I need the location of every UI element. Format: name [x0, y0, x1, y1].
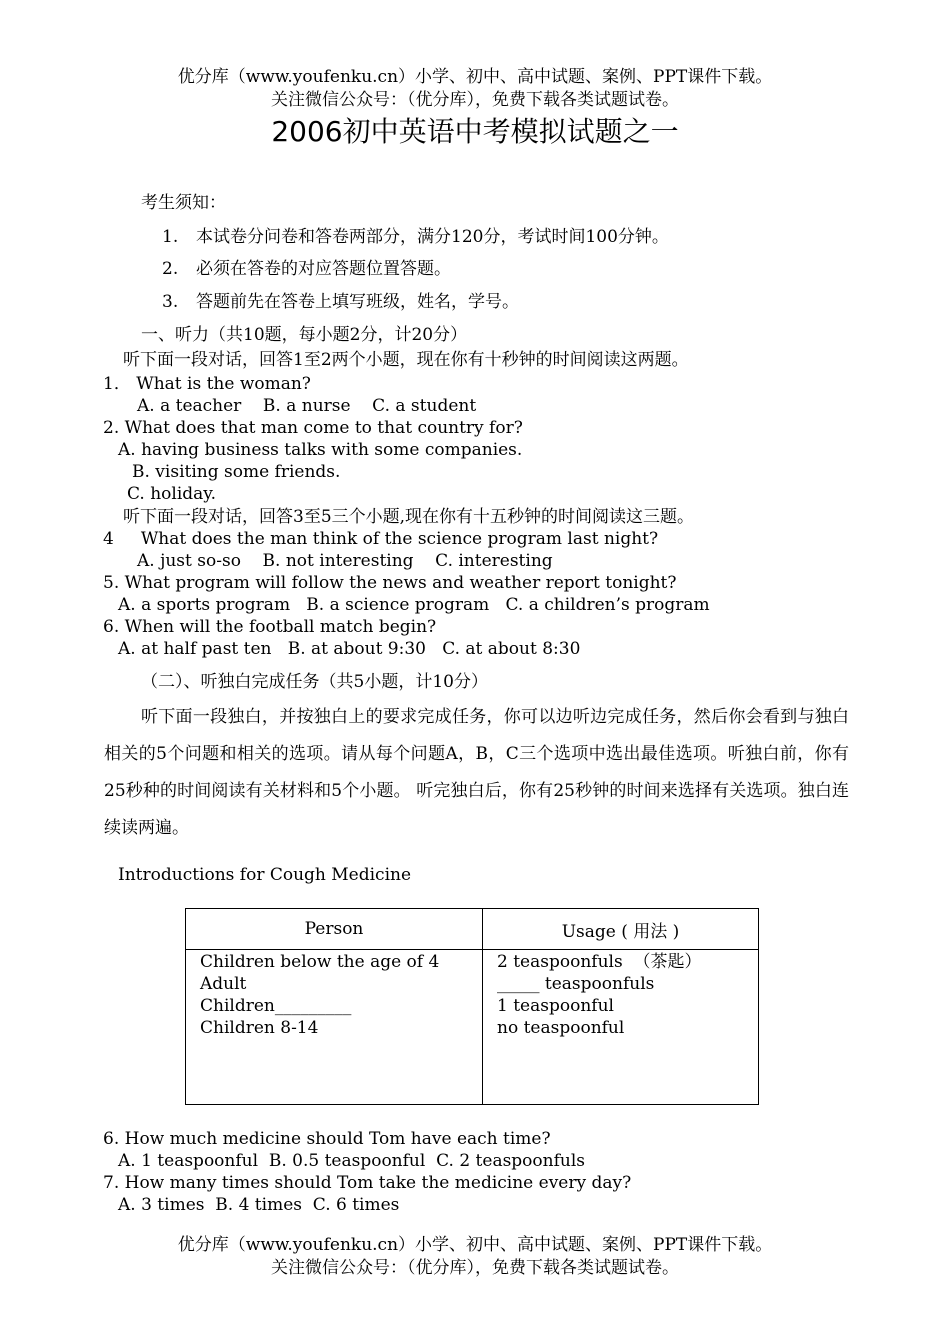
- medicine-table: [185, 908, 759, 1105]
- column-header-usage: Usage ( 用法 ): [483, 909, 759, 950]
- usage-cell: [483, 950, 759, 1105]
- question-2-option-c: C. holiday.: [127, 484, 217, 504]
- notice-item-num: 2.: [162, 259, 179, 279]
- page-title: 2006初中英语中考模拟试题之一: [271, 115, 679, 148]
- question-6: 6. When will the football match begin?: [103, 617, 437, 637]
- notice-item-text: 必须在答卷的对应答题位置答题。: [196, 259, 451, 279]
- footer-line-1: 优分库（www.youfenku.cn）小学、初中、高中试题、案例、PPT课件下载。: [177, 1235, 773, 1255]
- question-7-options: A. 3 times B. 4 times C. 6 times: [118, 1195, 400, 1215]
- notice-item-text: 本试卷分问卷和答卷两部分，满分120分，考试时间100分钟。: [196, 227, 669, 247]
- question-5-options: A. a sports program B. a science program C. a children’s program: [118, 595, 710, 615]
- section1-instruction-2: 听下面一段对话，回答3至5三个小题,现在你有十五秒钟的时间阅读这三题。: [123, 507, 695, 527]
- question-4-options: A. just so-so B. not interesting C. interesting: [137, 551, 553, 571]
- header-line-2: 关注微信公众号：（优分库），免费下载各类试题试卷。: [271, 90, 679, 110]
- person-row: Children 8-14: [200, 1018, 319, 1038]
- table-title: Introductions for Cough Medicine: [118, 865, 412, 885]
- question-1-options: A. a teacher B. a nurse C. a student: [137, 396, 477, 416]
- section2-heading: （二）、听独白完成任务（共5小题，计10分）: [141, 672, 488, 692]
- section2-paragraph: 听下面一段独白，并按独白上的要求完成任务，你可以边听边完成任务，然后你会看到与独白相关的5个问题和相关的选项。请从每个问题A，B，C三个选项中选出最佳选项。听独白前，你有25秒种的时间阅读有关材料和5个小题。 听完独白后，你有25秒钟的时间来选择有关选项。独白连续读两遍。: [104, 707, 849, 838]
- question-2-option-b: B. visiting some friends.: [132, 462, 341, 482]
- question-5: 5. What program will follow the news and weather report tonight?: [103, 573, 677, 593]
- column-header-person: Person: [186, 909, 483, 950]
- person-cell: [186, 950, 483, 1105]
- question-6-options: A. at half past ten B. at about 9:30 C. at about 8:30: [118, 639, 581, 659]
- question-7: 7. How many times should Tom take the medicine every day?: [103, 1173, 632, 1193]
- header-line-1: 优分库（www.youfenku.cn）小学、初中、高中试题、案例、PPT课件下载。: [177, 67, 773, 87]
- usage-row: 1 teaspoonful: [497, 996, 614, 1016]
- notice-item-num: 3.: [162, 292, 179, 312]
- usage-row: no teaspoonful: [497, 1018, 625, 1038]
- usage-row: 2 teaspoonfuls （茶匙）: [497, 952, 702, 972]
- person-row: Children below the age of 4: [200, 952, 440, 972]
- question-1: 1． What is the woman?: [103, 374, 311, 394]
- question-6b: 6. How much medicine should Tom have each time?: [103, 1129, 551, 1149]
- notice-item-num: 1.: [162, 227, 179, 247]
- person-row: Adult: [200, 974, 247, 994]
- question-2-option-a: A. having business talks with some companies.: [118, 440, 523, 460]
- person-row: Children_________: [200, 996, 352, 1016]
- footer-line-2: 关注微信公众号：（优分库），免费下载各类试题试卷。: [271, 1258, 679, 1278]
- notice-item-text: 答题前先在答卷上填写班级，姓名，学号。: [196, 292, 519, 312]
- section1-instruction-1: 听下面一段对话，回答1至2两个小题，现在你有十秒钟的时间阅读这两题。: [123, 350, 689, 370]
- question-6b-options: A. 1 teaspoonful B. 0.5 teaspoonful C. 2 teaspoonfuls: [118, 1151, 586, 1171]
- notice-heading: 考生须知：: [141, 193, 226, 213]
- question-2: 2. What does that man come to that country for?: [103, 418, 523, 438]
- section1-heading: 一、听力（共10题，每小题2分，计20分）: [141, 325, 468, 345]
- usage-row: _____ teaspoonfuls: [497, 974, 655, 994]
- question-4: 4 What does the man think of the science program last night?: [103, 529, 659, 549]
